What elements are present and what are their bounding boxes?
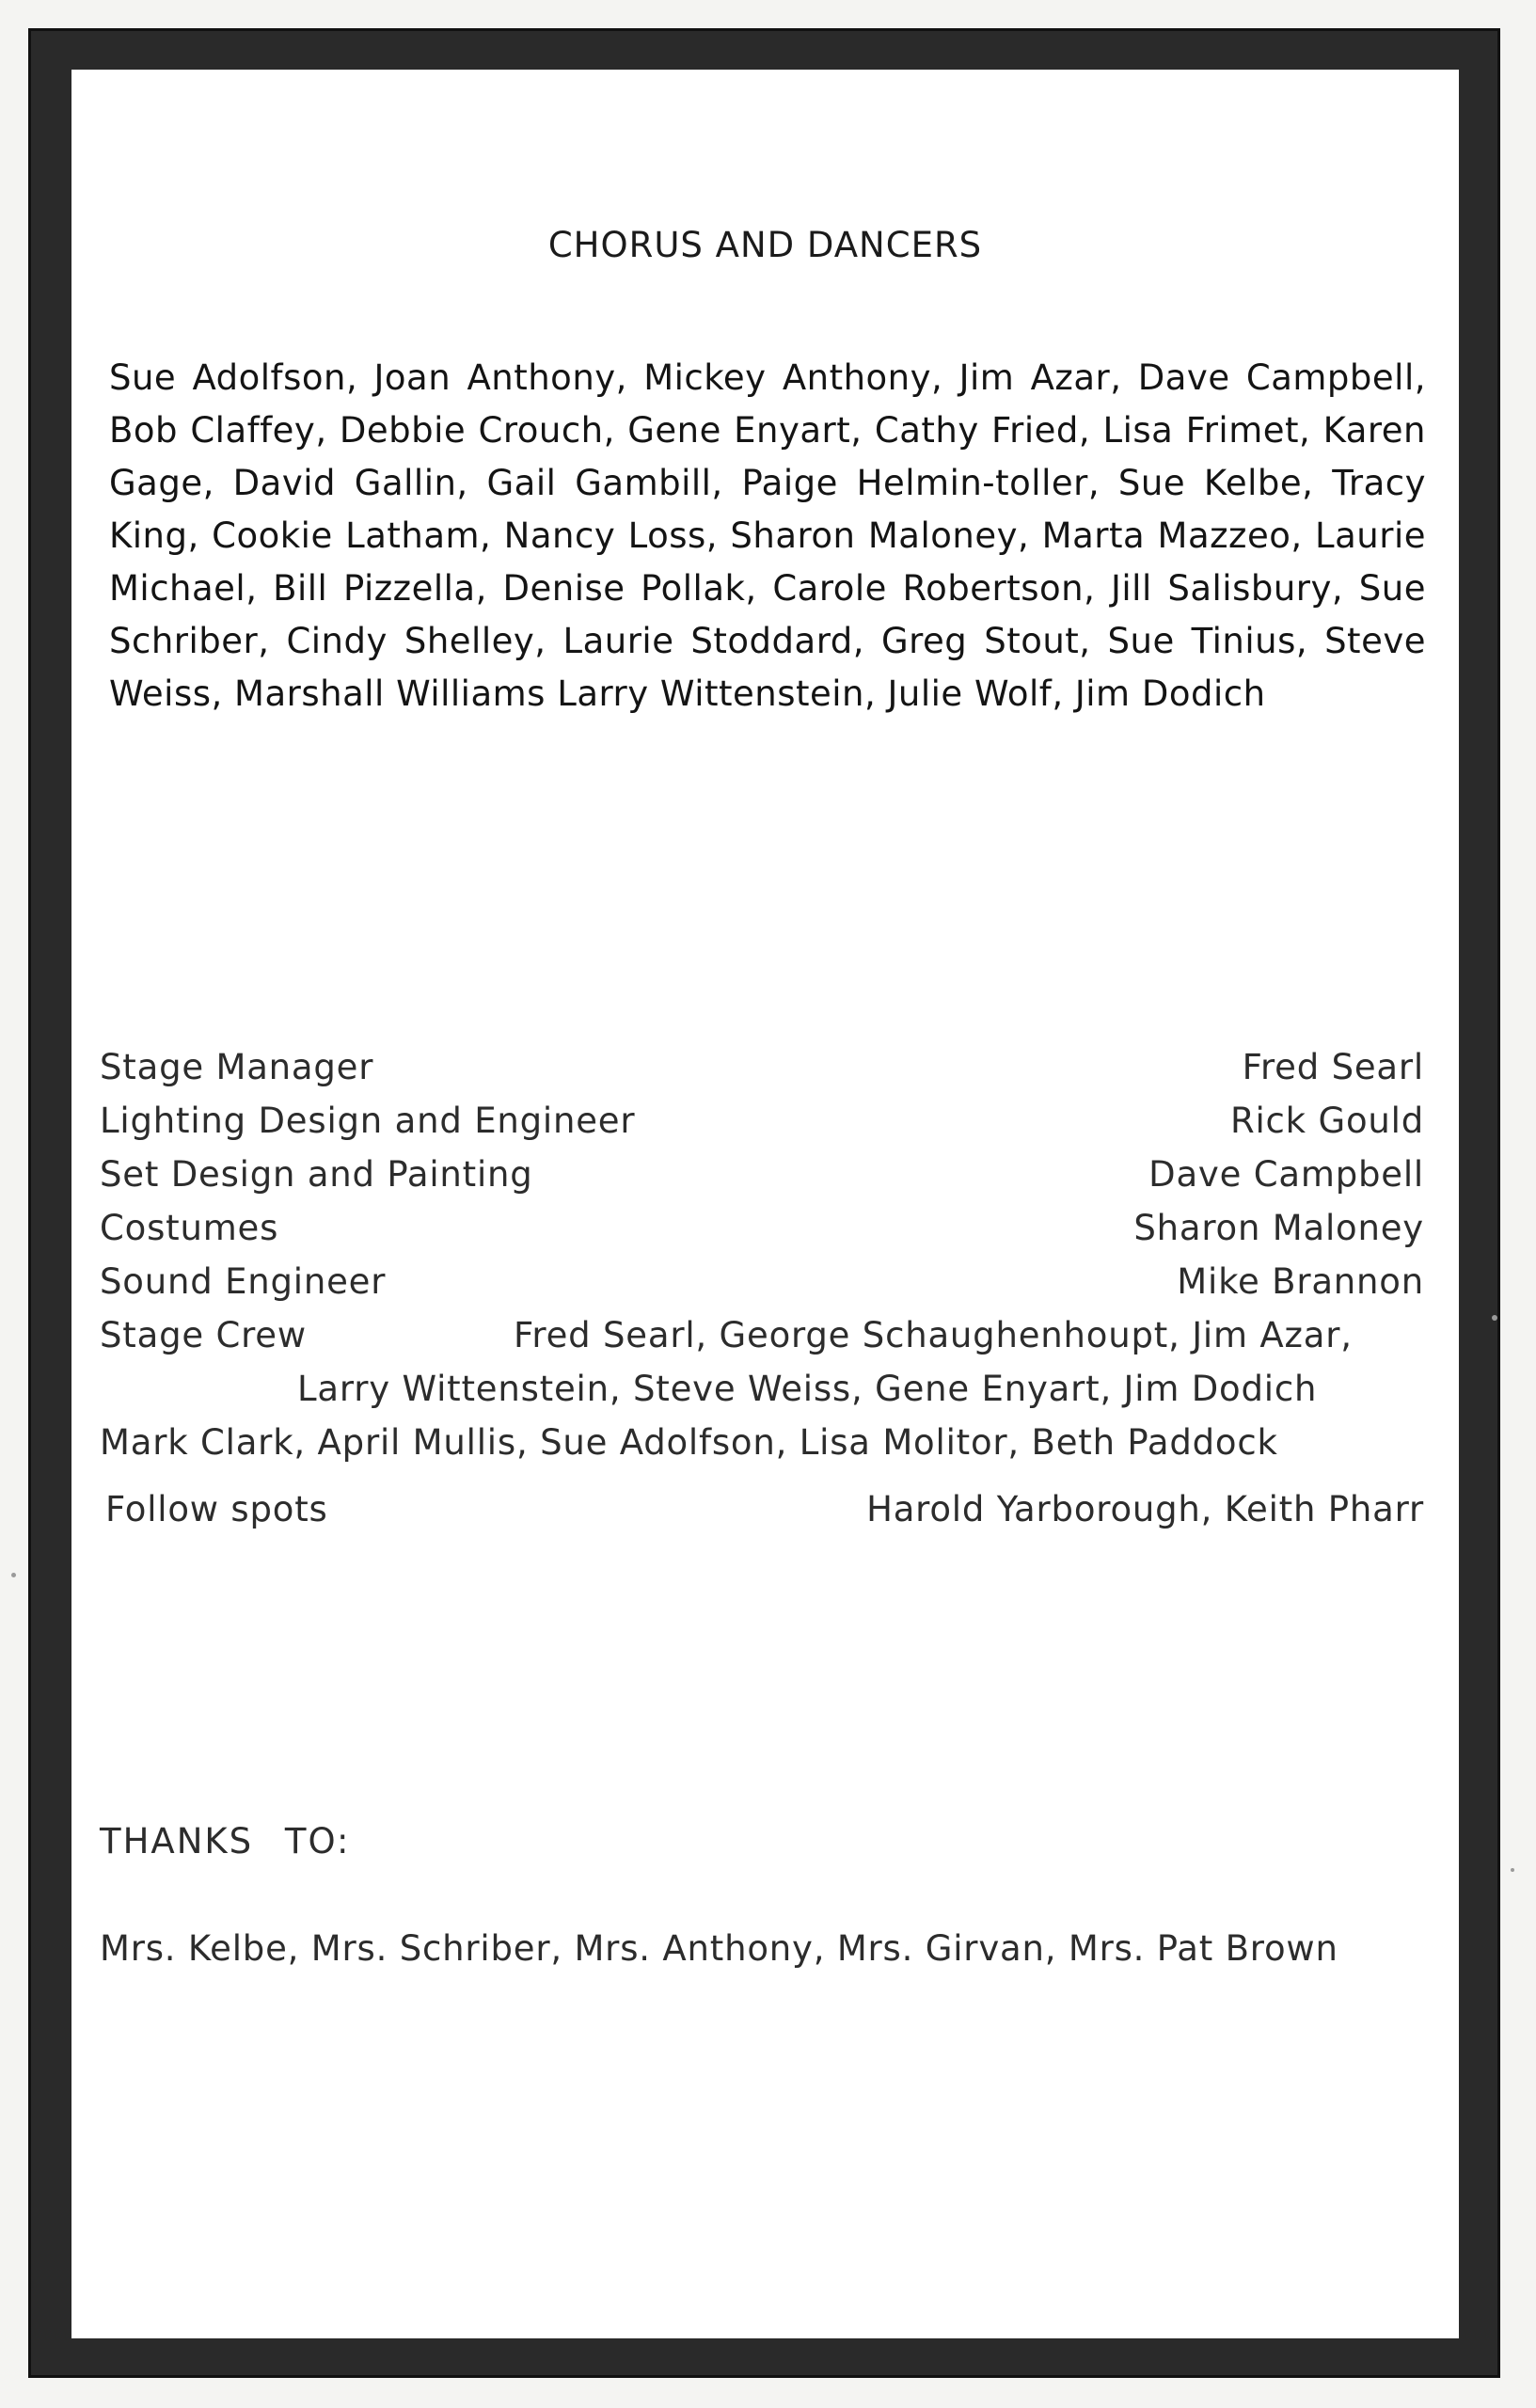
follow-spots-role: Follow spots <box>105 1489 328 1529</box>
paper-speck <box>1511 1868 1514 1872</box>
credit-name: Rick Gould <box>1229 1101 1424 1141</box>
chorus-heading: CHORUS AND DANCERS <box>547 225 983 265</box>
stage-crew-line-1: Fred Searl, George Schaughenhoupt, Jim Azar, <box>514 1315 1353 1355</box>
credit-row-stage-manager <box>100 1040 1424 1094</box>
paper-speck <box>1492 1315 1497 1321</box>
chorus-names: Sue Adolfson, Joan Anthony, Mickey Anthony, Jim Azar, Dave Campbell, Bob Claffey, Debbie Crouch, Gene Enyart, Cathy Fried, Lisa Frimet, Karen Gage, David Gallin, Gail Gambill, Paige Helmin-toller, Sue Kelbe, Tracy King, Cookie Latham, Nancy Loss, Sharon Maloney, Marta Mazzeo, Laurie Michael, Bill Pizzella, Denise Pollak, Carole Robertson, Jill Salisbury, Sue Schriber, Cindy Shelley, Laurie Stoddard, Greg Stout, Sue Tinius, Steve Weiss, Marshall Williams Larry Wittenstein, Julie Wolf, Jim Dodich <box>109 357 1426 714</box>
credit-name: Mike Brannon <box>1177 1261 1424 1302</box>
thanks-names: Mrs. Kelbe, Mrs. Schriber, Mrs. Anthony, Mrs. Girvan, Mrs. Pat Brown <box>100 1928 1338 1969</box>
credit-row-stage-crew <box>100 1308 1424 1362</box>
credit-row-costumes <box>100 1201 1424 1255</box>
credit-row-follow-spots <box>100 1482 1424 1536</box>
thanks-heading: THANKS TO: <box>100 1821 351 1861</box>
page-border <box>28 28 1500 2378</box>
program-page <box>71 70 1459 2338</box>
credit-name: Fred Searl <box>1242 1047 1424 1087</box>
credit-role: Sound Engineer <box>100 1261 387 1302</box>
credit-role: Lighting Design and Engineer <box>100 1101 636 1141</box>
credit-name: Sharon Maloney <box>1133 1208 1424 1248</box>
follow-spots-names: Harold Yarborough, Keith Pharr <box>866 1489 1424 1529</box>
credit-row-lighting <box>100 1094 1424 1148</box>
credit-role: Stage Manager <box>100 1047 374 1087</box>
stage-crew-line-3: Mark Clark, April Mullis, Sue Adolfson, Lisa Molitor, Beth Paddock <box>100 1422 1278 1463</box>
credit-role: Set Design and Painting <box>100 1154 533 1195</box>
credit-name: Dave Campbell <box>1148 1154 1424 1195</box>
production-credits <box>100 1040 1424 1536</box>
credit-row-set-design <box>100 1148 1424 1201</box>
credit-role: Costumes <box>100 1208 279 1248</box>
stage-crew-role: Stage Crew <box>100 1315 307 1355</box>
paper-speck <box>11 1573 16 1577</box>
credit-row-sound <box>100 1255 1424 1308</box>
stage-crew-line-2: Larry Wittenstein, Steve Weiss, Gene Enyart, Jim Dodich <box>297 1369 1318 1409</box>
